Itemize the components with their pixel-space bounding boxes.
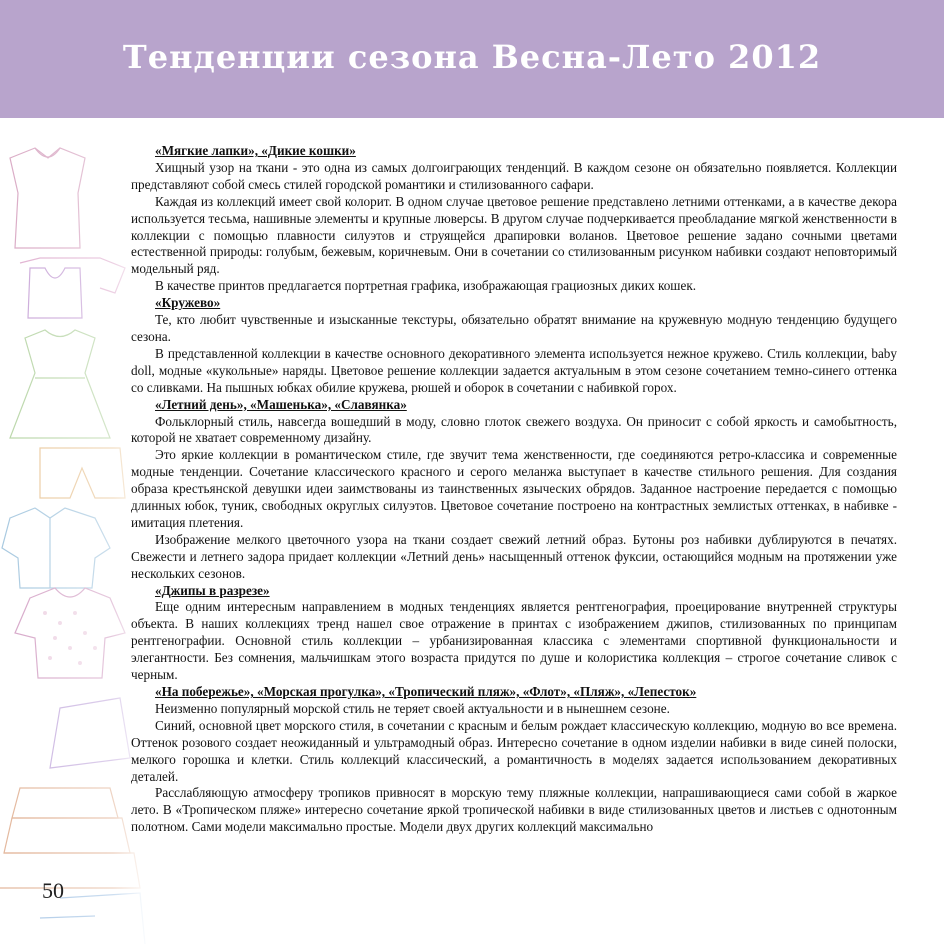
- section-heading: «На побережье», «Морская прогулка», «Тропический пляж», «Флот», «Пляж», «Лепесток»: [155, 684, 697, 699]
- section-heading: «Кружево»: [155, 295, 221, 311]
- paragraph: Неизменно популярный морской стиль не теряет своей актуальности и в нынешнем сезоне.: [155, 700, 670, 716]
- section-heading: «Летний день», «Машенька», «Славянка»: [155, 396, 407, 412]
- paragraph: Еще одним интересным направлением в модных тенденциях является рентгенография, проецирование внутренней структуры объекта. В наших коллекциях тренд нашел свое отражение в принтах с изображением джипов, стилизованных по принципам рентгенографии. Основной стиль коллекции – урбанизированная классика с элементами спортивной функциональности и элегантности. Без сомнения, мальчишкам этого возраста придутся по душе и колористика коллекция – строгое сочетание сливок с черным.: [131, 599, 897, 683]
- section-heading: «Джипы в разрезе»: [155, 582, 270, 598]
- garment-sketches-illustration: [0, 118, 150, 944]
- header-banner: [0, 0, 944, 118]
- paragraph: Каждая из коллекций имеет свой колорит. В одном случае цветовое решение представлено летними оттенками, а в качестве декора используется тесьма, нашивные элементы и крупные люверсы. В другом случае подчеркивается преобладание мягкой женственности в коллекции с помощью плавности силуэтов и струящейся драпировки воланов. Цветовое решение задано сочными цветами естественной природы: голубым, бежевым, коричневым. Они в сочетании со стилизованным рисунком набивки создают неповторимый модельный ряд.: [131, 193, 897, 277]
- paragraph: Это яркие коллекции в романтическом стиле, где звучит тема женственности, где соединяются ретро-классика и современные модные тенденции. Сочетание классического красного и серого меланжа выступает в качестве стильного решения. Для создания образа крестьянской девушки идеи заимствованы из таинственных языческих обрядов. Заданное настроение передается с помощью длинных юбок, туник, свободных округлых силуэтов. Цветовое сочетание построено на контрастных землистых оттенках, в набивке - имитация плетения.: [131, 447, 897, 530]
- section-heading: «Мягкие лапки», «Дикие кошки»: [155, 143, 356, 158]
- paragraph: Синий, основной цвет морского стиля, в сочетании с красным и белым рождает классическую коллекцию, модную во все времена. Оттенок розового создает неожиданный и ультрамодный образ. Интересно сочетание в одном изделии набивки в виде синей полоски, мелкого горошка и клетки. Стиль коллекций классический, а романтичность в моделях задается использованием декоративных деталей.: [131, 717, 897, 784]
- article-body: [131, 143, 897, 836]
- paragraph: Хищный узор на ткани - это одна из самых долгоиграющих тенденций. В каждом сезоне он обязательно появляется. Коллекции представляют собой смесь стилей городской романтики и стилизованного сафари.: [131, 159, 897, 192]
- paragraph: Фольклорный стиль, навсегда вошедший в моду, словно глоток свежего воздуха. Он приносит с собой яркость и самобытность, которой не хватает современному дизайну.: [131, 413, 897, 446]
- paragraph: Изображение мелкого цветочного узора на ткани создает свежий летний образ. Бутоны роз набивки дублируются в печатях. Свежести и летнего задора придает коллекции «Летний день» насыщенный оттенок фуксии, остающийся модным на протяжении уже нескольких сезонов.: [131, 531, 897, 581]
- page-title: Тенденции сезона Весна-Лето 2012: [122, 38, 822, 76]
- garment-sketches-decoration: [0, 118, 150, 944]
- paragraph: Те, кто любит чувственные и изысканные текстуры, обязательно обратят внимание на кружевную модную тенденцию будущего сезона.: [131, 312, 897, 344]
- page-number: 50: [42, 878, 64, 903]
- paragraph: В представленной коллекции в качестве основного декоративного элемента используется нежное кружево. Стиль коллекции, baby doll, модные «кукольные» наряды. Цветовое решение коллекции задается актуальным в этом сезоне сочетанием темно-синего оттенка со сливками. На пышных юбках обилие кружева, рюшей и оборок в сочетании с набивкой горох.: [131, 345, 897, 395]
- paragraph: Расслабляющую атмосферу тропиков привносят в морскую тему пляжные коллекции, напрашивающиеся сами собой в жаркое лето. В «Тропическом пляже» интересно сочетание яркой тропической набивки в виде стилизованных цветов и листьев с однотонным полотном. Сами модели максимально простые. Модели двух других коллекций максимально: [131, 785, 897, 835]
- paragraph: В качестве принтов предлагается портретная графика, изображающая грациозных диких кошек.: [155, 278, 697, 294]
